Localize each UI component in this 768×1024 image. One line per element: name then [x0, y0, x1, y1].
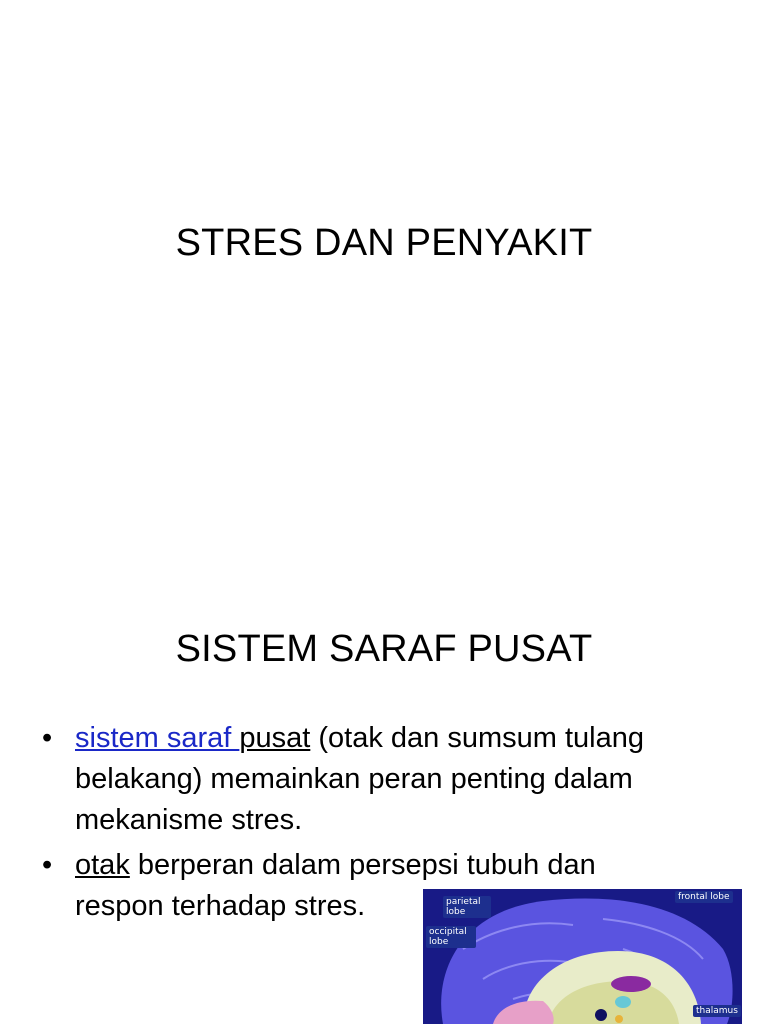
slide-title: SISTEM SARAF PUSAT	[175, 628, 593, 670]
bullet-text: (otak dan sumsum tulang belakang) memainkan peran penting dalam mekanisme stres.	[75, 722, 644, 836]
underlined-term[interactable]: otak	[75, 849, 130, 881]
label-parietal-lobe: parietal lobe	[443, 896, 491, 918]
bullet-text: berperan dalam persepsi tubuh dan respon terhadap stres.	[75, 849, 596, 922]
slide-2	[0, 512, 768, 1024]
label-thalamus: thalamus	[693, 1005, 741, 1017]
bullet-dot: •	[42, 849, 53, 881]
slide-title: STRES DAN PENYAKIT	[175, 222, 593, 264]
bullet-item	[42, 718, 692, 841]
label-occipital-lobe: occipital lobe	[426, 926, 476, 948]
label-frontal-lobe: frontal lobe	[675, 891, 733, 903]
brain-diagram-image	[423, 889, 742, 1024]
sistem-saraf-link[interactable]: sistem saraf	[75, 722, 240, 754]
bullet-dot: •	[42, 722, 53, 754]
underlined-term[interactable]: pusat	[239, 722, 311, 754]
